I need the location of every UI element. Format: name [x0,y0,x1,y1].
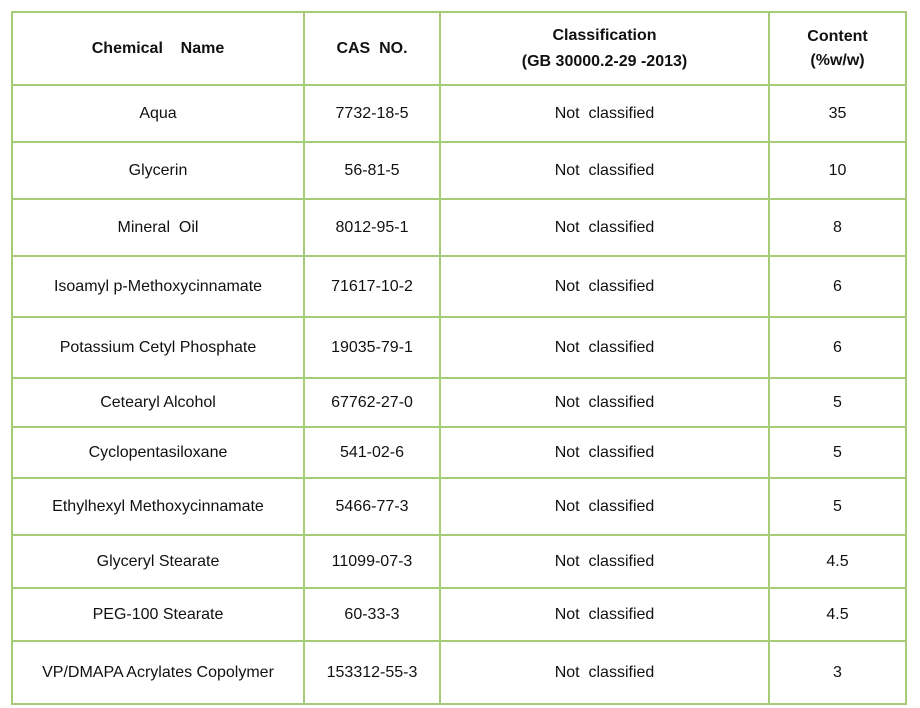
table-row [12,142,906,199]
cell-cas-no: 541-02-6 [304,427,440,478]
header-classification-title: Classification [552,26,657,44]
table-row [12,256,906,317]
header-classification [440,12,769,85]
cell-cas-no: 67762-27-0 [304,378,440,427]
cell-content: 8 [769,199,906,256]
cell-classification: Not classified [440,256,769,317]
cell-cas-no: 153312-55-3 [304,641,440,704]
cell-content: 6 [769,317,906,378]
table-row [12,317,906,378]
cell-classification: Not classified [440,427,769,478]
cell-classification: Not classified [440,478,769,535]
table-row [12,427,906,478]
cell-content: 5 [769,378,906,427]
cell-content: 35 [769,85,906,142]
header-content-title: Content [807,27,868,45]
cell-classification: Not classified [440,378,769,427]
cell-chemical-name: VP/DMAPA Acrylates Copolymer [12,641,304,704]
header-classification-standard: (GB 30000.2-29 -2013) [521,52,688,70]
table-row [12,199,906,256]
cell-content: 5 [769,478,906,535]
cell-chemical-name: Potassium Cetyl Phosphate [12,317,304,378]
cell-cas-no: 56-81-5 [304,142,440,199]
composition-table [11,11,907,705]
cell-classification: Not classified [440,641,769,704]
cell-chemical-name: Isoamyl p-Methoxycinnamate [12,256,304,317]
cell-content: 4.5 [769,588,906,641]
cell-chemical-name: Aqua [12,85,304,142]
cell-chemical-name: PEG-100 Stearate [12,588,304,641]
cell-chemical-name: Cetearyl Alcohol [12,378,304,427]
cell-classification: Not classified [440,535,769,588]
cell-chemical-name: Ethylhexyl Methoxycinnamate [12,478,304,535]
cell-cas-no: 5466-77-3 [304,478,440,535]
cell-content: 3 [769,641,906,704]
table-row [12,85,906,142]
cell-chemical-name: Cyclopentasiloxane [12,427,304,478]
cell-classification: Not classified [440,85,769,142]
cell-cas-no: 60-33-3 [304,588,440,641]
table-row [12,478,906,535]
cell-classification: Not classified [440,142,769,199]
cell-cas-no: 71617-10-2 [304,256,440,317]
cell-content: 6 [769,256,906,317]
cell-classification: Not classified [440,199,769,256]
cell-cas-no: 19035-79-1 [304,317,440,378]
cell-cas-no: 8012-95-1 [304,199,440,256]
table-row [12,641,906,704]
cell-content: 5 [769,427,906,478]
cell-content: 4.5 [769,535,906,588]
table-body [12,85,906,704]
cell-chemical-name: Mineral Oil [12,199,304,256]
table-row [12,535,906,588]
cell-classification: Not classified [440,588,769,641]
cell-chemical-name: Glycerin [12,142,304,199]
header-content [769,12,906,85]
header-chemical-name: Chemical Name [12,12,304,85]
table-header-row [12,12,906,85]
cell-cas-no: 11099-07-3 [304,535,440,588]
cell-content: 10 [769,142,906,199]
cell-classification: Not classified [440,317,769,378]
header-cas-no: CAS NO. [304,12,440,85]
table-row [12,588,906,641]
cell-chemical-name: Glyceryl Stearate [12,535,304,588]
header-content-unit: (%w/w) [810,51,865,69]
table-row [12,378,906,427]
cell-cas-no: 7732-18-5 [304,85,440,142]
